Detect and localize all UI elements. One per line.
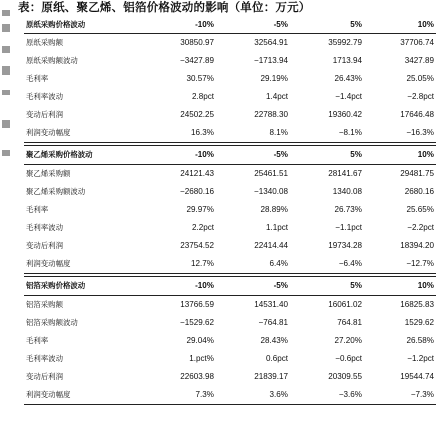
table-row — [24, 237, 436, 255]
table-row — [24, 34, 436, 53]
margin-fragment — [2, 120, 10, 128]
margin-fragment — [2, 90, 10, 95]
column-header: 10% — [364, 17, 436, 34]
row-value: 2.8pct — [191, 92, 214, 101]
column-header: -5% — [216, 277, 290, 296]
row-value: 12.7% — [146, 255, 216, 274]
row-value: 3427.89 — [404, 56, 434, 65]
row-label: 毛利率 — [26, 336, 49, 345]
row-label: 聚乙烯采购额波动 — [26, 187, 86, 196]
row-value: 18394.20 — [400, 241, 434, 250]
row-label: 毛利率波动 — [26, 223, 63, 232]
row-value: 35992.79 — [328, 38, 362, 47]
table-row — [24, 350, 436, 368]
row-value: 16825.83 — [400, 300, 434, 309]
row-value: 2680.16 — [404, 187, 434, 196]
row-label: 变动后利润 — [26, 241, 63, 250]
column-header: -10% — [146, 146, 216, 165]
row-label: 利润变动幅度 — [24, 255, 146, 274]
row-value: −3.6% — [290, 386, 364, 405]
row-label: 利润变动幅度 — [24, 386, 146, 405]
table-row — [24, 70, 436, 88]
column-header: 5% — [290, 277, 364, 296]
column-header: 10% — [364, 146, 436, 165]
table-row — [24, 219, 436, 237]
row-value: −7.3% — [364, 386, 436, 405]
block-header-label: 铝箔采购价格波动 — [24, 277, 146, 296]
row-value: 16061.02 — [328, 300, 362, 309]
margin-fragment — [2, 66, 10, 75]
margin-fragment — [2, 150, 10, 156]
row-value: −1529.62 — [180, 318, 214, 327]
row-value: −6.4% — [290, 255, 364, 274]
table-row — [24, 255, 436, 274]
table-row — [24, 314, 436, 332]
row-value: 8.1% — [216, 124, 290, 143]
table-row — [24, 124, 436, 143]
row-label: 铝箔采购额波动 — [26, 318, 78, 327]
row-value: 24121.43 — [180, 169, 214, 178]
row-value: 24502.25 — [180, 110, 214, 119]
row-value: 19360.42 — [328, 110, 362, 119]
row-value: 32564.91 — [254, 38, 288, 47]
row-value: −16.3% — [364, 124, 436, 143]
row-label: 毛利率波动 — [26, 354, 63, 363]
row-value: 1713.94 — [332, 56, 362, 65]
row-value: 28.89% — [260, 205, 288, 214]
row-value: 1.1pct — [265, 223, 288, 232]
row-value: −12.7% — [364, 255, 436, 274]
row-value: 21839.17 — [254, 372, 288, 381]
block-header-row — [24, 277, 436, 296]
column-header: 5% — [290, 17, 364, 34]
row-label: 毛利率波动 — [26, 92, 63, 101]
column-header: -10% — [146, 17, 216, 34]
margin-fragment — [2, 10, 10, 16]
row-value: 30850.97 — [180, 38, 214, 47]
row-value: 6.4% — [216, 255, 290, 274]
table-row — [24, 332, 436, 350]
row-value: 22603.98 — [180, 372, 214, 381]
row-value: 22414.44 — [254, 241, 288, 250]
row-value: 30.57% — [186, 74, 214, 83]
block-header-label: 聚乙烯采购价格波动 — [24, 146, 146, 165]
row-label: 原纸采购额 — [26, 38, 63, 47]
row-value: 25461.51 — [254, 169, 288, 178]
column-header: -10% — [146, 277, 216, 296]
row-value: 19544.74 — [400, 372, 434, 381]
row-value: −2.2pct — [407, 223, 434, 232]
table-row — [24, 386, 436, 405]
margin-fragment — [2, 46, 10, 53]
left-margin-fragments — [0, 0, 14, 433]
row-value: 23754.52 — [180, 241, 214, 250]
row-value: 26.73% — [334, 205, 362, 214]
row-value: 2.2pct — [191, 223, 214, 232]
block-header-row — [24, 146, 436, 165]
row-value: −764.81 — [258, 318, 288, 327]
row-value: 3.6% — [216, 386, 290, 405]
row-value: 25.05% — [406, 74, 434, 83]
row-label: 原纸采购额波动 — [26, 56, 78, 65]
row-value: −2.8pct — [407, 92, 434, 101]
block-header-label: 原纸采购价格波动 — [24, 17, 146, 34]
column-header: 10% — [364, 277, 436, 296]
row-value: 1.pct% — [189, 354, 214, 363]
row-value: −1.4pct — [335, 92, 362, 101]
table-title: 表：原纸、聚乙烯、铝箔价格波动的影响（单位：万元） — [18, 0, 311, 14]
row-value: 28141.67 — [328, 169, 362, 178]
row-value: −2680.16 — [180, 187, 214, 196]
table-row — [24, 296, 436, 315]
row-value: 29481.75 — [400, 169, 434, 178]
row-value: 29.19% — [260, 74, 288, 83]
row-value: −0.6pct — [335, 354, 362, 363]
row-value: 14531.40 — [254, 300, 288, 309]
table-row — [24, 106, 436, 124]
row-value: 29.97% — [186, 205, 214, 214]
row-value: 7.3% — [146, 386, 216, 405]
row-value: −1.2pct — [407, 354, 434, 363]
table-row — [24, 368, 436, 386]
table-row — [24, 52, 436, 70]
row-value: 29.04% — [186, 336, 214, 345]
table-row — [24, 165, 436, 184]
row-value: −3427.89 — [180, 56, 214, 65]
row-label: 利润变动幅度 — [24, 124, 146, 143]
row-label: 毛利率 — [26, 205, 49, 214]
row-value: 19734.28 — [328, 241, 362, 250]
row-value: 1340.08 — [332, 187, 362, 196]
price-sensitivity-table — [24, 17, 436, 405]
table-body — [24, 17, 436, 405]
row-value: −1340.08 — [254, 187, 288, 196]
table-row — [24, 88, 436, 106]
row-value: 1.4pct — [265, 92, 288, 101]
row-value: −1.1pct — [335, 223, 362, 232]
row-label: 毛利率 — [26, 74, 49, 83]
column-header: -5% — [216, 146, 290, 165]
table-row — [24, 183, 436, 201]
row-label: 变动后利润 — [26, 372, 63, 381]
row-value: 764.81 — [337, 318, 362, 327]
column-header: -5% — [216, 17, 290, 34]
row-value: −8.1% — [290, 124, 364, 143]
row-value: 22788.30 — [254, 110, 288, 119]
row-value: 26.58% — [406, 336, 434, 345]
row-value: 37706.74 — [400, 38, 434, 47]
margin-fragment — [2, 24, 10, 32]
row-value: 1529.62 — [404, 318, 434, 327]
row-label: 变动后利润 — [26, 110, 63, 119]
row-value: 26.43% — [334, 74, 362, 83]
row-value: 13766.59 — [180, 300, 214, 309]
row-value: 27.20% — [334, 336, 362, 345]
row-value: 17646.48 — [400, 110, 434, 119]
block-header-row — [24, 17, 436, 34]
column-header: 5% — [290, 146, 364, 165]
row-value: 0.6pct — [265, 354, 288, 363]
row-value: −1713.94 — [254, 56, 288, 65]
table-row — [24, 201, 436, 219]
row-label: 聚乙烯采购额 — [26, 169, 71, 178]
row-value: 25.65% — [406, 205, 434, 214]
row-value: 16.3% — [146, 124, 216, 143]
row-value: 28.43% — [260, 336, 288, 345]
row-label: 铝箔采购额 — [26, 300, 63, 309]
row-value: 20309.55 — [328, 372, 362, 381]
